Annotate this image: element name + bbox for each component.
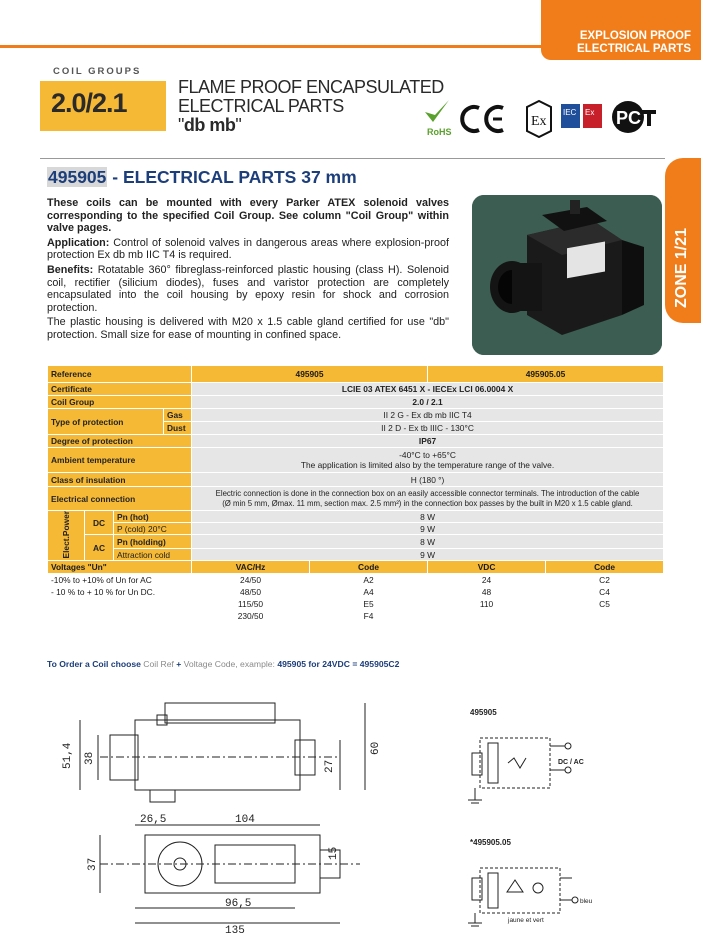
power-name: Pn (holding) — [114, 535, 192, 549]
ref-a: 495905 — [192, 366, 428, 383]
vac-value: 115/50 — [192, 598, 310, 610]
section-ref: 495905 — [48, 167, 107, 187]
dim-label: 60 — [370, 741, 382, 755]
col-vac: VAC/Hz — [192, 561, 310, 574]
order-note — [47, 659, 399, 669]
table-row — [48, 586, 664, 598]
ac-label: AC — [85, 535, 114, 561]
quote-open: " — [178, 115, 184, 135]
title-line-2: ELECTRICAL PARTS — [178, 96, 344, 116]
dc-label: DC — [85, 511, 114, 535]
product-photo — [472, 195, 662, 355]
vdc-value: 24 — [428, 574, 546, 586]
title-line-1: FLAME PROOF ENCAPSULATED — [178, 77, 444, 97]
spec-table — [47, 365, 663, 622]
application-label: Application: — [47, 236, 110, 249]
power-value: 9 W — [192, 523, 664, 535]
elect-power-text: Elect.Power — [61, 511, 71, 559]
dim-label: 37 — [87, 857, 99, 871]
banner-text — [577, 30, 691, 56]
wiring-schematics — [460, 708, 660, 933]
power-value: 9 W — [192, 549, 664, 561]
description — [47, 197, 449, 344]
svg-text:Ex: Ex — [531, 114, 547, 129]
elec-conn-value — [192, 487, 664, 511]
blank-cell — [48, 598, 192, 610]
table-row — [48, 487, 664, 511]
power-name: Attraction cold — [114, 549, 192, 561]
banner-line-1: EXPLOSION PROOF — [579, 30, 691, 42]
header-banner — [541, 0, 701, 60]
svg-text:RoHS: RoHS — [427, 127, 452, 137]
elec-conn-label: Electrical connection — [48, 487, 192, 511]
ambient-line-2: The application is limited also by the temperature range of the valve. — [300, 460, 555, 470]
schematic-label-b: *495905.05 — [470, 838, 511, 847]
vdc-value: 110 — [428, 598, 546, 610]
coil-groups-label: COIL GROUPS — [53, 66, 142, 77]
coil-group-value: 2.0 / 2.1 — [192, 396, 664, 409]
title-line-3 — [178, 116, 444, 135]
coil-group-number: 2.0/2.1 — [51, 88, 127, 118]
jaune-label: jaune et vert — [508, 917, 544, 924]
page-title — [178, 78, 444, 135]
voltages-label: Voltages "Un" — [48, 561, 192, 574]
benefits-para — [47, 264, 449, 314]
insulation-value: H (180 °) — [192, 473, 664, 487]
table-row — [48, 561, 664, 574]
order-part-1: To Order a Coil choose — [47, 659, 141, 669]
table-row — [48, 448, 664, 473]
vdc-value: 48 — [428, 586, 546, 598]
table-row — [48, 366, 664, 383]
table-row — [48, 435, 664, 448]
code-ac-value: F4 — [310, 610, 428, 622]
table-row — [48, 549, 664, 561]
iec-icon — [561, 104, 580, 128]
table-row — [48, 473, 664, 487]
quote-close: " — [235, 115, 242, 135]
order-part-2: Coil Ref — [140, 659, 174, 669]
code-dc-value: C4 — [546, 586, 664, 598]
certificate-label: Certificate — [48, 383, 192, 396]
dc-ac-label: DC / AC — [558, 759, 584, 766]
code-dc-value: C5 — [546, 598, 664, 610]
vac-value: 24/50 — [192, 574, 310, 586]
table-row — [48, 610, 664, 622]
vac-value: 230/50 — [192, 610, 310, 622]
dim-label: 96,5 — [225, 898, 252, 910]
dim-label: 51,4 — [62, 742, 74, 769]
table-row — [48, 574, 664, 586]
degree-value: IP67 — [192, 435, 664, 448]
power-name: Pn (hot) — [114, 511, 192, 523]
insulation-label: Class of insulation — [48, 473, 192, 487]
dim-label: 104 — [235, 814, 255, 826]
degree-label: Degree of protection — [48, 435, 192, 448]
housing-para: The plastic housing is delivered with M20 x 1.5 cable gland certified for use "db" protection. Small size for ease of mounting in confined space. — [47, 316, 449, 341]
type-protection-label: Type of protection — [48, 409, 164, 435]
elec-conn-line-2: (Ø min 5 mm, Ømax. 11 mm, section max. 2.5 mm²) in the connection box passes by the built in M20 x 1.5 cable gland. — [222, 498, 633, 508]
code-dc-value: C2 — [546, 574, 664, 586]
zone-tab — [665, 158, 701, 323]
intro-text — [47, 197, 449, 235]
section-title — [47, 167, 357, 188]
reference-label: Reference — [48, 366, 192, 383]
dust-value: II 2 D - Ex tb IIIC - 130°C — [192, 422, 664, 435]
coil-illustration — [472, 195, 662, 355]
zone-label: ZONE 1/21 — [673, 227, 690, 308]
dim-label: 27 — [324, 759, 336, 773]
table-row — [48, 409, 664, 422]
ambient-value — [192, 448, 664, 473]
certification-logos — [423, 98, 663, 138]
ex-hexagon-icon — [527, 101, 551, 137]
ambient-label: Ambient temperature — [48, 448, 192, 473]
vac-value: 48/50 — [192, 586, 310, 598]
table-row — [48, 523, 664, 535]
blank-cell — [48, 610, 192, 622]
banner-line-2: ELECTRICAL PARTS — [577, 43, 691, 55]
code-ac-value: A4 — [310, 586, 428, 598]
application-text: Control of solenoid valves in dangerous areas where explosion-proof protection Ex db mb IIC T4 is required. — [47, 236, 449, 262]
code-dc-value — [546, 610, 664, 622]
elec-conn-line-1: Electric connection is done in the connection box on an easily accessible connector terminals. The introduction of the cable — [215, 488, 640, 498]
section-divider — [40, 158, 665, 159]
benefits-text: Rotatable 360° fibreglass-reinforced plastic housing (class H). Solenoid coil, rectifier (silicium diodes), fuses and varistor protection are completely encapsulated into the coil housing by epoxy resin for shock and corrosion protection. — [47, 263, 449, 314]
col-vdc: VDC — [428, 561, 546, 574]
vdc-value — [428, 610, 546, 622]
gas-value: II 2 G - Ex db mb IIC T4 — [192, 409, 664, 422]
svg-text:IEC: IEC — [563, 108, 577, 117]
intro-bold: These coils can be mounted with every Parker ATEX solenoid valves corresponding to the specified Coil Group. See column "Coil Group" within valve pages. — [47, 197, 449, 235]
col-code-ac: Code — [310, 561, 428, 574]
table-row — [48, 598, 664, 610]
order-part-6: 495905 for 24VDC = 495905C2 — [277, 659, 400, 669]
code-ac-value: A2 — [310, 574, 428, 586]
dim-label: 26,5 — [140, 814, 167, 826]
gas-label: Gas — [164, 409, 192, 422]
tolerance-ac: -10% to +10% of Un for AC — [48, 574, 192, 586]
col-code-dc: Code — [546, 561, 664, 574]
iec-ex-icon — [583, 104, 602, 128]
table-row — [48, 396, 664, 409]
section-title-rest: - ELECTRICAL PARTS 37 mm — [107, 167, 357, 187]
table-row — [48, 535, 664, 549]
title-db-mb: db mb — [183, 115, 236, 135]
power-value: 8 W — [192, 511, 664, 523]
power-name: P (cold) 20°C — [114, 523, 192, 535]
bleu-label: bleu — [580, 898, 593, 905]
dimension-drawing — [40, 695, 410, 935]
application-para — [47, 237, 449, 262]
order-part-4: Voltage Code — [183, 659, 236, 669]
code-ac-value: E5 — [310, 598, 428, 610]
dim-label: 38 — [84, 751, 96, 765]
benefits-label: Benefits: — [47, 263, 94, 276]
svg-text:Ex: Ex — [585, 108, 595, 117]
tolerance-dc: - 10 % to + 10 % for Un DC. — [48, 586, 192, 598]
top-divider — [0, 45, 541, 48]
ce-mark-icon — [462, 107, 503, 131]
order-part-5: , example: — [235, 659, 278, 669]
certificate-value: LCIE 03 ATEX 6451 X - IECEx LCI 06.0004 X — [192, 383, 664, 396]
gost-pct-icon — [612, 101, 656, 133]
order-part-3: + — [173, 659, 184, 669]
dim-label: 15 — [328, 846, 340, 860]
power-value: 8 W — [192, 535, 664, 549]
dust-label: Dust — [164, 422, 192, 435]
schematic-label-a: 495905 — [470, 708, 497, 717]
ref-b: 495905.05 — [428, 366, 664, 383]
svg-text:PC: PC — [616, 108, 642, 128]
dim-label: 135 — [225, 925, 245, 935]
ambient-line-1: -40°C to +65°C — [399, 450, 456, 460]
elect-power-label — [48, 511, 85, 561]
table-row — [48, 511, 664, 523]
rohs-icon — [425, 100, 452, 137]
table-row — [48, 383, 664, 396]
schematic-diagram — [460, 708, 660, 933]
coil-group-row-label: Coil Group — [48, 396, 192, 409]
